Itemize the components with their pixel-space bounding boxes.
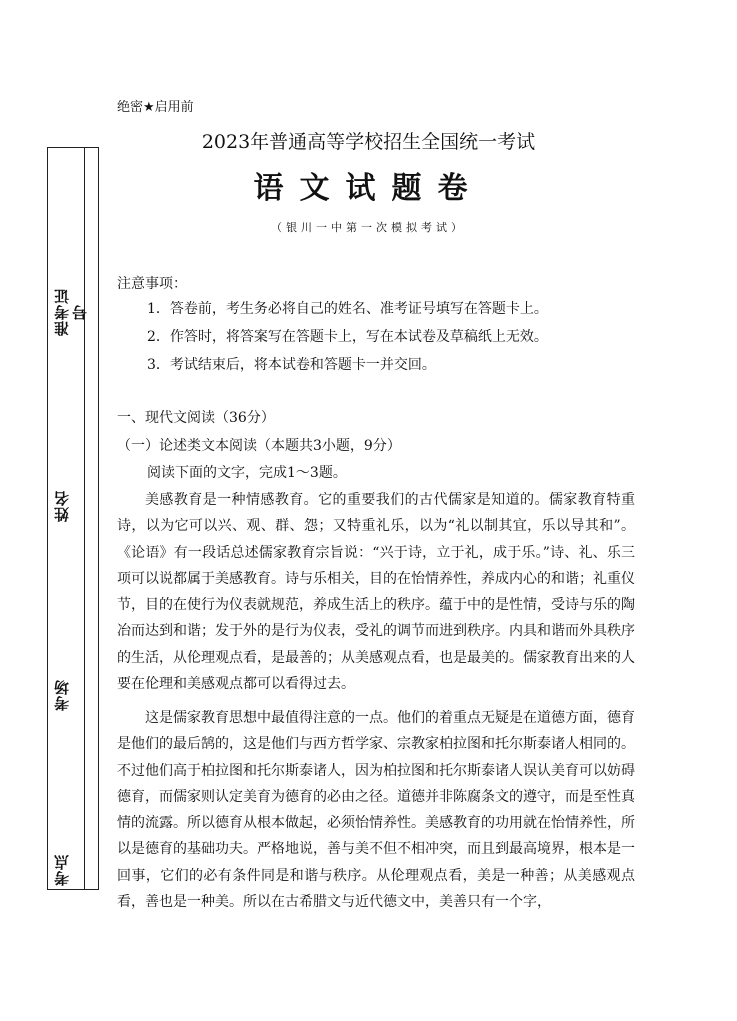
admission-number-label: 准考证号: [53, 288, 89, 336]
notice-item: 1．答卷前，考生务必将自己的姓名、准考证号填写在答题卡上。: [147, 301, 548, 317]
section-title: 一、现代文阅读（36分）: [117, 410, 275, 426]
exam-subtitle: （银川一中第一次模拟考试）: [271, 221, 466, 234]
exam-title: 2023年普通高等学校招生全国统一考试: [201, 131, 536, 153]
exam-room-label: 考场: [53, 679, 71, 711]
notice-item: 2．作答时，将答案写在答题卡上，写在本试卷及草稿纸上无效。: [147, 329, 548, 345]
subsection-title: （一）论述类文本阅读（本题共3小题，9分）: [117, 438, 401, 454]
paper-title: 语文试题卷: [253, 171, 484, 206]
passage-paragraph: 这是儒家教育思想中最值得注意的一点。他们的着重点无疑是在道德方面，德育是他们的最后鹄的，这是他们与西方哲学家、宗教家柏拉图和托尔斯泰诸人相同的。不过他们高于柏拉图和托尔斯泰诸人，因为柏拉图和托尔斯泰诸人误认美育可以妨碍德育，而儒家则认定美育为德育的必由之径。道德并非陈腐条文的遵守，而是至性真情的流露。所以德育从根本做起，必须怡情养性。美感教育的功用就在怡情养性，所以是德育的基础功夫。严格地说，善与美不但不相冲突，而且到最高境界，根本是一回事，它们的必有条件同是和谐与秩序。从伦理观点看，美是一种善；从美感观点看，善也是一种美。所以在古希腊文与近代德文中，美善只有一个字，: [117, 710, 635, 911]
notice-heading: 注意事项：: [117, 276, 187, 292]
confidential-mark: 绝密★启用前: [117, 100, 194, 115]
reading-instruction: 阅读下面的文字，完成1～3题。: [147, 465, 347, 481]
passage-paragraph: 美感教育是一种情感教育。它的重要我们的古代儒家是知道的。儒家教育特重诗，以为它可以兴、观、群、怨；又特重礼乐，以为“礼以制其宜，乐以导其和”。《论语》有一段话总述儒家教育宗旨说：“兴于诗，立于礼，成于乐。”诗、礼、乐三项可以说都属于美感教育。诗与乐相关，目的在怡情养性，养成内心的和谐；礼重仪节，目的在使行为仪表就规范，养成生活上的秩序。蕴于中的是性情，受诗与乐的陶冶而达到和谐；发于外的是行为仪表，受礼的调节而进到秩序。内具和谐而外具秩序的生活，从伦理观点看，是最善的；从美感观点看，也是最美的。儒家教育出来的人要在伦理和美感观点都可以看得过去。: [117, 492, 635, 693]
notice-item: 3．考试结束后，将本试卷和答题卡一并交回。: [147, 357, 436, 373]
name-label: 姓名: [53, 490, 71, 522]
exam-site-label: 考点: [53, 854, 71, 886]
